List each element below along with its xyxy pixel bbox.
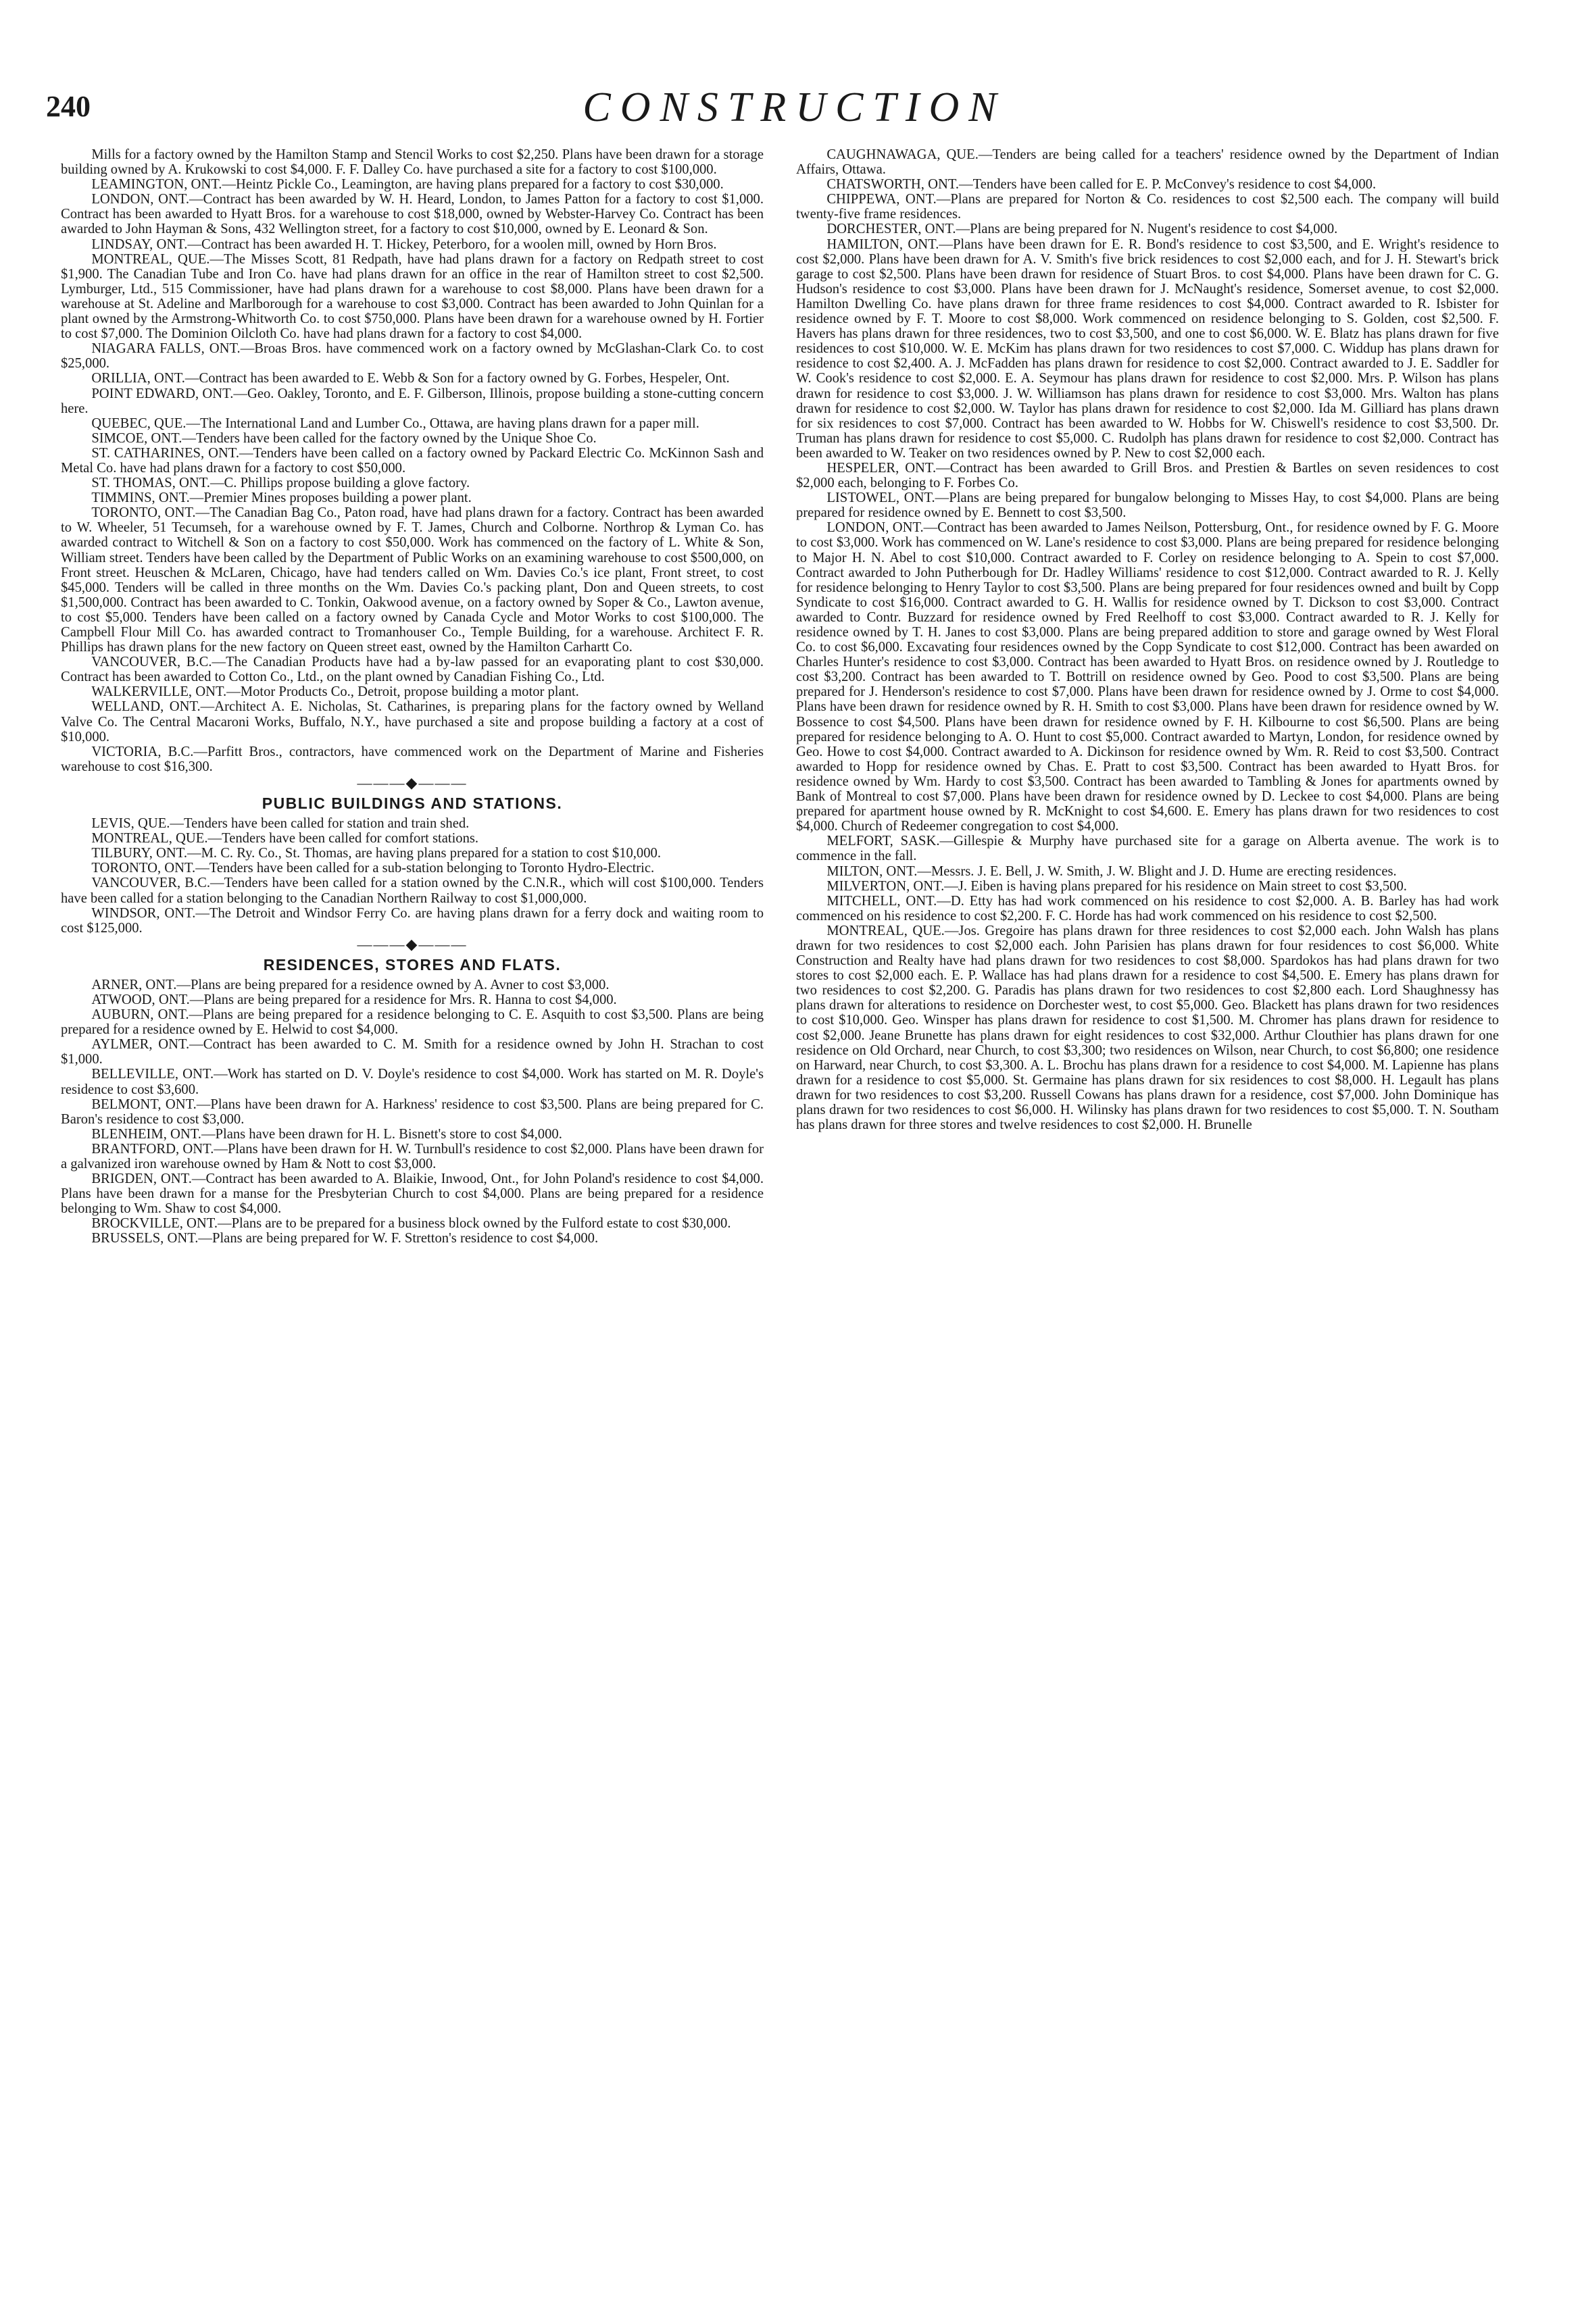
news-item: Mills for a factory owned by the Hamilton Stamp and Stencil Works to cost $2,250. Plans have been drawn for a storage building owned by A. Krukowski to cost $4,000. F. F. Dalley Co. have purchased a site for a factory to cost $100,000. [61,147,764,178]
news-item: VANCOUVER, B.C.—Tenders have been called for a station owned by the C.N.R., which will cost $100,000. Tenders have been called for a station belonging to the Canadian Northern Railway to cost $1,000,000. [61,876,764,906]
news-item: HAMILTON, ONT.—Plans have been drawn for E. R. Bond's residence to cost $3,500, and E. Wright's residence to cost $2,000. Plans have been drawn for A. V. Smith's five brick residences to cost $2,000 each, and for J. H. Stewart's brick garage to cost $2,500. Plans have been drawn for residence of Stuart Bros. to cost $4,000. Plans have been drawn for C. G. Hudson's residence to cost $3,000. Plans have been drawn for J. McNaught's residence, Somerset avenue, to cost $2,000. Hamilton Dwelling Co. have plans drawn for three frame residences to cost $4,000. Contract awarded to R. Isbister for residence owned by F. T. Moore to cost $8,000. Work commenced on residence belonging to S. Golden, cost $2,500. F. Havers has plans drawn for three residences, two to cost $3,500, and one to cost $6,000. W. E. Blatz has plans drawn for five residences to cost $10,000. W. E. McKim has plans drawn for two residences to cost $7,000. C. Widdup has plans drawn for residence to cost $2,400. A. J. McFadden has plans drawn for residence to cost $2,000. Contract awarded to J. E. Saddler for W. Cook's residence to cost $2,000. E. A. Seymour has plans drawn for residence to cost $2,000. Mrs. P. Wilson has plans drawn for residence to cost $3,000. J. W. Williamson has plans drawn for residence to cost $3,000. Mrs. Walton has plans drawn for residence to cost $2,000. W. Taylor has plans drawn for residence to cost $2,000. Ida M. Gilliard has plans drawn for six residences to cost $7,000. Contract has been awarded to W. Hobbs for W. Chiswell's residence to cost $3,500. Dr. Truman has plans drawn for residence to cost $5,000. C. Rudolph has plans drawn for residence to cost $2,000. Contract has been awarded to W. Teaker on two residences owned by P. New to cost $2,000 each. [796,236,1499,461]
news-item: BLENHEIM, ONT.—Plans have been drawn for H. L. Bisnett's store to cost $4,000. [91,1126,562,1142]
page-header [46,84,1543,131]
masthead-title: CONSTRUCTION [583,84,1006,130]
news-item: BELMONT, ONT.—Plans have been drawn for A. Harkness' residence to cost $3,500. Plans are being prepared for C. Baron's residence to cost $3,000. [61,1096,764,1127]
news-item: LONDON, ONT.—Contract has been awarded by W. H. Heard, London, to James Patton for a factory to cost $1,000. Contract has been awarded to Hyatt Bros. for a warehouse to cost $18,000, owned by Webster-Harvey Co. Contract has been awarded to John Hayman & Sons, 432 Wellington street, for a factory to cost $10,000, owned by E. Leonard & Son. [61,192,764,237]
right-column [796,147,1499,2296]
news-item: LINDSAY, ONT.—Contract has been awarded H. T. Hickey, Peterboro, for a woolen mill, owned by Horn Bros. [91,236,717,252]
news-item: DORCHESTER, ONT.—Plans are being prepared for N. Nugent's residence to cost $4,000. [826,222,1338,237]
news-item: MILVERTON, ONT.—J. Eiben is having plans prepared for his residence on Main street to cost $3,500. [826,878,1407,894]
news-item: ST. THOMAS, ONT.—C. Phillips propose building a glove factory. [91,476,470,491]
news-item: MILTON, ONT.—Messrs. J. E. Bell, J. W. Smith, J. W. Blight and J. D. Hume are erecting residences. [826,863,1397,879]
news-item: VICTORIA, B.C.—Parfitt Bros., contractors, have commenced work on the Department of Marine and Fisheries warehouse to cost $16,300. [61,744,764,774]
section-heading: RESIDENCES, STORES AND FLATS. [263,955,562,974]
news-item: TORONTO, ONT.—The Canadian Bag Co., Paton road, have had plans drawn for a factory. Contract has been awarded to W. Wheeler, 51 Tecumseh, for a warehouse owned by F. T. James, Church and Colborne. Northrop & Lyman Co. has awarded contract to Witchell & Son on a factory to cost $50,000. Work has commenced on the factory of L. White & Son, William street. Tenders have been called by the Department of Public Works on an examining warehouse to cost $500,000, on Front street. Heuschen & McLaren, Chicago, have had tenders called on Wm. Davies Co.'s ice plant, Front street, to cost $45,000. Tenders will be called in three months on the Wm. Davies Co.'s packing plant, Don and Queen streets, to cost $1,500,000. Contract has been awarded to C. Tonkin, Oakwood avenue, on a factory owned by Soper & Co., Lawton avenue, to cost $5,000. Tenders have been called on a factory owned by Canada Cycle and Motor Works to cost $100,000. The Campbell Flour Mill Co. has awarded contract to Tromanhouser Co., Temple Building, for a warehouse. Architect F. R. Phillips has drawn plans for the new factory on Queen street east, owned by the Hamilton Carhartt Co. [61,505,764,655]
news-item: WINDSOR, ONT.—The Detroit and Windsor Ferry Co. are having plans drawn for a ferry dock and waiting room to cost $125,000. [61,905,764,936]
news-item: CHATSWORTH, ONT.—Tenders have been called for E. P. McConvey's residence to cost $4,000. [826,177,1377,193]
news-item: MELFORT, SASK.—Gillespie & Murphy have purchased site for a garage on Alberta avenue. The work is to commence in the fall. [796,834,1499,864]
news-item: MONTREAL, QUE.—Jos. Gregoire has plans drawn for three residences to cost $2,000 each. John Walsh has plans drawn for two residences to cost $2,000 each. John Parisien has plans drawn for four residences to cost $6,000. White Construction and Realty have had plans drawn for two residences to cost $8,000. Spardokos has had plans drawn for two stores to cost $2,000 each. E. P. Wallace has had plans drawn for a residence to cost $4,500. E. Emery has plans drawn for two residences to cost $2,200. G. Paradis has plans drawn for two residences to cost $2,800 each. Lord Shaughnessy has plans drawn for alterations to residence on Dorchester west, to cost $5,000. Geo. Blackett has plans drawn for two residences to cost $10,000. Geo. Winsper has plans drawn for residence to cost $1,500. M. Chromer has plans drawn for residence to cost $2,000. Jeane Brunette has plans drawn for eight residences to cost $32,000. Arthur Clouthier has plans drawn for one residence on Old Orchard, near Church, to cost $3,300; two residences on Wilson, near Church, to cost $6,800; one residence on Harward, near Church, to cost $3,300. A. L. Brochu has plans drawn for a residence to cost $4,000. M. Lapienne has plans drawn for a residence to cost $5,000. St. Germaine has plans drawn for six residences to cost $8,000. H. Legault has plans drawn for two residences to cost $3,200. Russell Cowans has plans drawn for a residence, cost $7,000. John Dominique has plans drawn for two residences to cost $6,000. H. Wilinsky has plans drawn for two residences to cost $5,000. T. N. Southam has plans drawn for three stores and twelve residences to cost $2,000. H. Brunelle [796,923,1499,1133]
section-divider: ———◆——— [357,935,468,953]
news-item: MONTREAL, QUE.—Tenders have been called for comfort stations. [91,831,479,847]
news-item: LEAMINGTON, ONT.—Heintz Pickle Co., Leamington, are having plans prepared for a factory to cost $30,000. [91,177,724,193]
news-item: BRIGDEN, ONT.—Contract has been awarded to A. Blaikie, Inwood, Ont., for John Poland's residence to cost $4,000. Plans have been drawn for a manse for the Presbyterian Church to cost $4,000. Plans are being prepared for a residence belonging to Wm. Shaw to cost $4,000. [61,1171,764,1217]
news-item: VANCOUVER, B.C.—The Canadian Products have had a by-law passed for an evaporating plant to cost $30,000. Contract has been awarded to Cotton Co., Ltd., on the plant owned by Canadian Fishing Co., Ltd. [61,655,764,685]
section-divider: ———◆——— [357,774,468,791]
news-item: MONTREAL, QUE.—The Misses Scott, 81 Redpath, have had plans drawn for a factory on Redpath street to cost $1,900. The Canadian Tube and Iron Co. have had plans drawn for an office in the rear of Hamilton street to cost $2,500. Lymburger, Ltd., 515 Commissioner, have had plans drawn for a warehouse to cost $8,000. Plans have been drawn for a warehouse at St. Adeline and Marlborough for a warehouse to cost $3,000. Contract has been awarded to John Quinlan for a plant owned by the Armstrong-Whitworth Co. to cost $750,000. Plans have been drawn for a warehouse owned by H. Fortier to cost $7,000. The Dominion Oilcloth Co. have had plans drawn for a factory to cost $4,000. [61,251,764,342]
page-number: 240 [46,90,91,123]
news-item: BRUSSELS, ONT.—Plans are being prepared for W. F. Stretton's residence to cost $4,000. [91,1231,599,1246]
news-item: LISTOWEL, ONT.—Plans are being prepared for bungalow belonging to Misses Hay, to cost $4,000. Plans are being prepared for residence owned by E. Bennett to cost $3,500. [796,490,1499,521]
news-item: CAUGHNAWAGA, QUE.—Tenders are being called for a teachers' residence owned by the Department of Indian Affairs, Ottawa. [796,147,1499,178]
news-item: WALKERVILLE, ONT.—Motor Products Co., Detroit, propose building a motor plant. [91,684,579,700]
news-item: WELLAND, ONT.—Architect A. E. Nicholas, St. Catharines, is preparing plans for the factory owned by Welland Valve Co. The Central Macaroni Works, Buffalo, N.Y., have purchased a site and propose building a factory at a cost of $10,000. [61,699,764,744]
news-item: ATWOOD, ONT.—Plans are being prepared for a residence for Mrs. R. Hanna to cost $4,000. [91,992,617,1007]
news-item: HESPELER, ONT.—Contract has been awarded to Grill Bros. and Prestien & Bartles on seven residences to cost $2,000 each, belonging to F. Forbes Co. [796,460,1499,491]
news-item: QUEBEC, QUE.—The International Land and Lumber Co., Ottawa, are having plans drawn for a paper mill. [91,415,699,431]
news-item: ARNER, ONT.—Plans are being prepared for a residence owned by A. Avner to cost $3,000. [91,977,610,992]
news-item: BROCKVILLE, ONT.—Plans are to be prepared for a business block owned by the Fulford estate to cost $30,000. [91,1216,731,1232]
news-item: AYLMER, ONT.—Contract has been awarded to C. M. Smith for a residence owned by John H. Strachan to cost $1,000. [61,1037,764,1067]
news-item: BELLEVILLE, ONT.—Work has started on D. V. Doyle's residence to cost $4,000. Work has started on M. R. Doyle's residence to cost $3,600. [61,1067,764,1097]
news-item: ST. CATHARINES, ONT.—Tenders have been called on a factory owned by Packard Electric Co. McKinnon Sash and Metal Co. have had plans drawn for a factory to cost $50,000. [61,445,764,476]
news-item: LONDON, ONT.—Contract has been awarded to James Neilson, Pottersburg, Ont., for residence owned by F. G. Moore to cost $3,000. Work has commenced on W. Lane's residence to cost $3,000. Plans are being prepared for residence belonging to Major H. N. Abel to cost $10,000. Contract awarded to F. Corley on residence belonging to A. Spein to cost $7,000. Contract awarded to John Putherbough for Dr. Hadley Williams' residence to cost $12,000. Contract awarded to R. J. Kelly for residence belonging to Henry Taylor to cost $3,500. Plans are being prepared for four residences owned and built by Copp Syndicate to cost $16,000. Contract awarded to G. H. Wallis for residence owned by T. Dickson to cost $3,000. Contract awarded to Contr. Buzzard for residence owned by Fred Reelhoff to cost $3,000. Contract awarded to R. J. Kelly for residence owned by T. H. Janes to cost $3,000. Plans are being prepared addition to store and garage owned by West Floral Co. to cost $6,000. Excavating four residences owned by the Copp Syndicate to cost $12,000. Contract has been awarded on Charles Hunter's residence to cost $3,000. Contract has been awarded to Hyatt Bros. on residence owned by J. Routledge to cost $3,200. Contract has been awarded to T. Bottrill on residence owned by Geo. Pood to cost $3,500. Plans are being prepared for J. Henderson's residence to cost $7,000. Plans have been drawn for residence owned by J. Orme to cost $4,000. Plans have been drawn for residence owned by R. H. Smith to cost $3,000. Plans have been drawn for residence owned by W. Bossence to cost $4,500. Plans have been drawn for residence owned by F. H. Kilbourne to cost $6,500. Plans are being prepared for residence belonging to A. O. Hunt to cost $5,000. Contract awarded to Martyn, London, for residence owned by Geo. Howe to cost $4,000. Contract awarded to A. Dickinson for residence owned by Wm. R. Reid to cost $3,500. Contract awarded to Hopp for residence owned by Chas. E. Pratt to cost $3,500. Contract has been awarded to Hyatt Bros. for residence owned by Wm. Hardy to cost $3,500. Contract has been awarded to Tambling & Jones for apartments owned by Bank of Montreal to cost $7,000. Plans have been drawn for residence owned by D. Leckee to cost $4,000. Plans are being prepared for apartment house owned by R. McKnight to cost $4,600. E. Emery has plans drawn for two residences to cost $4,000. Church of Redeemer congregation to cost $4,000. [796,520,1499,834]
news-item: AUBURN, ONT.—Plans are being prepared for a residence belonging to C. E. Asquith to cost $3,500. Plans are being prepared for a residence owned by E. Helwid to cost $4,000. [61,1007,764,1038]
news-item: TILBURY, ONT.—M. C. Ry. Co., St. Thomas, are having plans prepared for a station to cost $10,000. [91,846,661,861]
news-item: BRANTFORD, ONT.—Plans have been drawn for H. W. Turnbull's residence to cost $2,000. Plans have been drawn for a galvanized iron warehouse owned by Ham & Nott to cost $3,000. [61,1141,764,1171]
news-item: POINT EDWARD, ONT.—Geo. Oakley, Toronto, and E. F. Gilberson, Illinois, propose building a stone-cutting concern here. [61,386,764,416]
news-item: MITCHELL, ONT.—D. Etty has had work commenced on his residence to cost $2,000. A. B. Barley has had work commenced on his residence to cost $2,200. F. C. Horde has had work commenced on his residence to cost $2,500. [796,893,1499,924]
news-item: NIAGARA FALLS, ONT.—Broas Bros. have commenced work on a factory owned by McGlashan-Clark Co. to cost $25,000. [61,341,764,372]
left-column [61,147,764,2296]
news-item: ORILLIA, ONT.—Contract has been awarded to E. Webb & Son for a factory owned by G. Forbes, Hespeler, Ont. [91,371,730,386]
news-item: LEVIS, QUE.—Tenders have been called for station and train shed. [91,816,470,832]
news-item: TIMMINS, ONT.—Premier Mines proposes building a power plant. [91,490,472,506]
news-item: SIMCOE, ONT.—Tenders have been called for the factory owned by the Unique Shoe Co. [91,430,597,446]
news-item: TORONTO, ONT.—Tenders have been called for a sub-station belonging to Toronto Hydro-Electric. [91,861,655,876]
news-item: CHIPPEWA, ONT.—Plans are prepared for Norton & Co. residences to cost $2,500 each. The company will build twenty-five frame residences. [796,192,1499,222]
section-heading: PUBLIC BUILDINGS AND STATIONS. [262,794,563,812]
